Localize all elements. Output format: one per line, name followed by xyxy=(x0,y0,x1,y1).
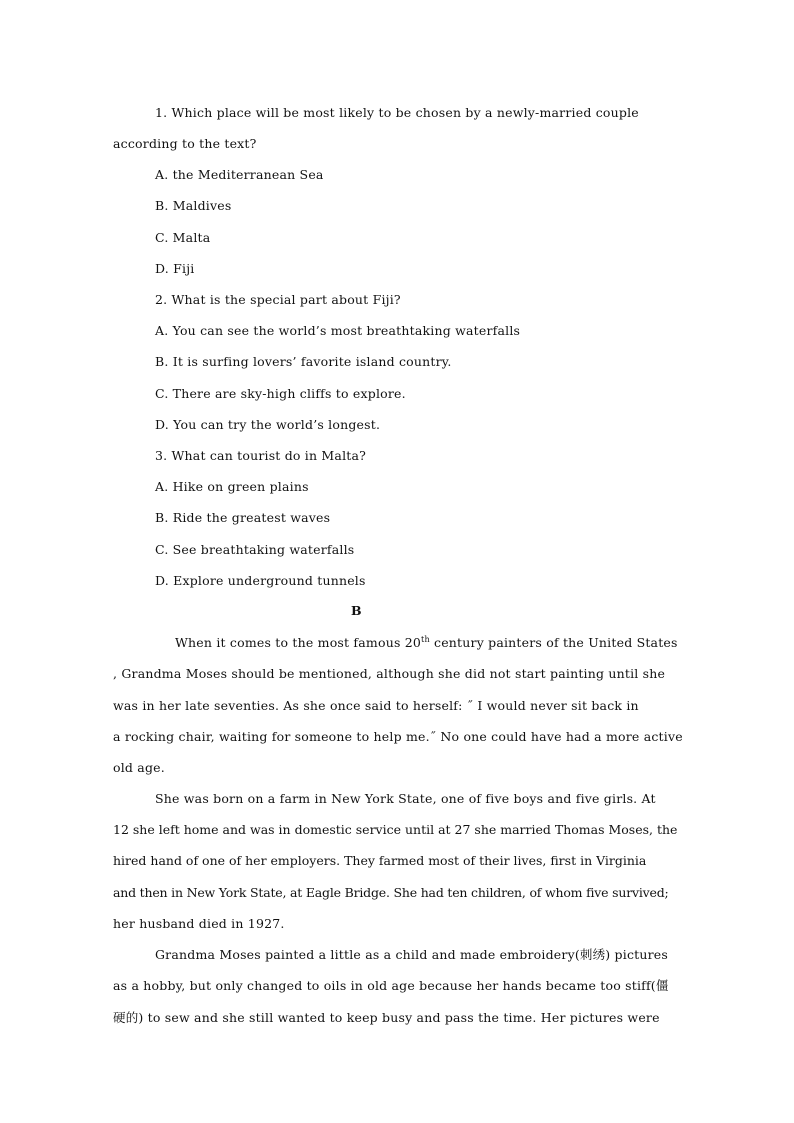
paragraph-2-line-1: She was born on a farm in New York State, one of five boys and five girls. At xyxy=(155,791,656,806)
question-3-option-c: C. See breathtaking waterfalls xyxy=(155,542,355,557)
paragraph-2-line-3: hired hand of one of her employers. They farmed most of their lives, first in Virginia xyxy=(113,853,647,868)
question-1-option-b: B. Maldives xyxy=(155,198,232,213)
question-3-option-b: B. Ride the greatest waves xyxy=(155,510,331,525)
question-2-option-c: C. There are sky-high cliffs to explore. xyxy=(155,386,406,401)
section-heading: B xyxy=(351,603,362,618)
question-1-stem-cont: according to the text? xyxy=(113,136,257,151)
paragraph-2-line-5: her husband died in 1927. xyxy=(113,916,285,931)
paragraph-3-line-2: as a hobby, but only changed to oils in old age because her hands became too stiff(僵 xyxy=(113,978,669,993)
question-2-stem: 2. What is the special part about Fiji? xyxy=(155,292,401,307)
paragraph-3-line-3: 硬的) to sew and she still wanted to keep busy and pass the time. Her pictures were xyxy=(113,1010,660,1025)
question-1-option-d: D. Fiji xyxy=(155,261,195,276)
question-3-option-a: A. Hike on green plains xyxy=(155,479,309,494)
question-2-option-a: A. You can see the world’s most breathtaking waterfalls xyxy=(155,323,521,338)
question-2-option-d: D. You can try the world’s longest. xyxy=(155,417,381,432)
paragraph-2-line-4: and then in New York State, at Eagle Bridge. She had ten children, of whom five survived; xyxy=(113,885,669,900)
question-3-stem: 3. What can tourist do in Malta? xyxy=(155,448,367,463)
question-3-option-d: D. Explore underground tunnels xyxy=(155,573,366,588)
paragraph-2-line-2: 12 she left home and was in domestic service until at 27 she married Thomas Moses, the xyxy=(113,822,678,837)
paragraph-1-line-1: When it comes to the most famous 20th century painters of the United States xyxy=(175,635,678,650)
question-1-option-c: C. Malta xyxy=(155,230,211,245)
superscript-th: th xyxy=(421,635,430,644)
question-1-stem: 1. Which place will be most likely to be chosen by a newly-married couple xyxy=(155,105,639,120)
paragraph-1-line-2: , Grandma Moses should be mentioned, although she did not start painting until she xyxy=(113,666,666,681)
question-2-option-b: B. It is surfing lovers’ favorite island country. xyxy=(155,354,452,369)
paragraph-1-line-4: a rocking chair, waiting for someone to help me.˝ No one could have had a more active xyxy=(113,729,683,744)
paragraph-1-line-3: was in her late seventies. As she once said to herself: ˝ I would never sit back in xyxy=(113,698,639,713)
question-1-option-a: A. the Mediterranean Sea xyxy=(155,167,324,182)
paragraph-1-line-5: old age. xyxy=(113,760,165,775)
paragraph-3-line-1: Grandma Moses painted a little as a child and made embroidery(刺绣) pictures xyxy=(155,947,669,962)
